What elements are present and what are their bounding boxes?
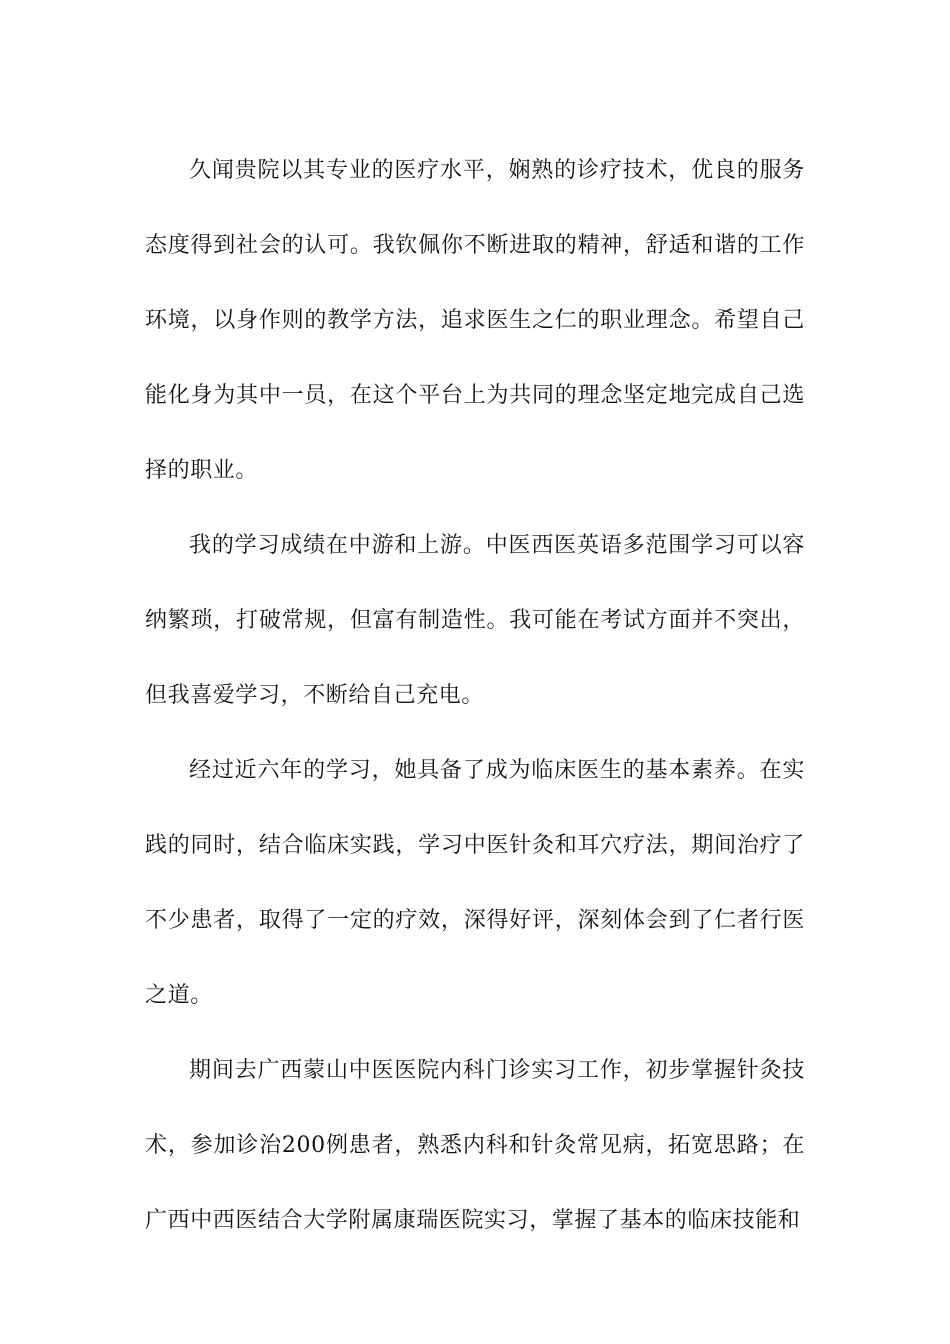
paragraph-4: 期间去广西蒙山中医医院内科门诊实习工作，初步掌握针灸技术，参加诊治200例患者，熟悉内科和针灸常见病，拓宽思路；在广西中西医结合大学附属康瑞医院实习，掌握了基本的临床技能和 — [145, 1058, 805, 1233]
paragraph-2: 我的学习成绩在中游和上游。中医西医英语多范围学习可以容纳繁琐，打破常规，但富有制造性。我可能在考试方面并不突出，但我喜爱学习，不断给自己充电。 — [145, 533, 805, 708]
document-body — [145, 133, 805, 1258]
paragraph-3: 经过近六年的学习，她具备了成为临床医生的基本素养。在实践的同时，结合临床实践，学习中医针灸和耳穴疗法，期间治疗了不少患者，取得了一定的疗效，深得好评，深刻体会到了仁者行医之道。 — [145, 758, 805, 1008]
paragraph-1: 久闻贵院以其专业的医疗水平，娴熟的诊疗技术，优良的服务态度得到社会的认可。我钦佩你不断进取的精神，舒适和谐的工作环境，以身作则的教学方法，追求医生之仁的职业理念。希望自己能化身为其中一员，在这个平台上为共同的理念坚定地完成自己选择的职业。 — [145, 158, 805, 483]
